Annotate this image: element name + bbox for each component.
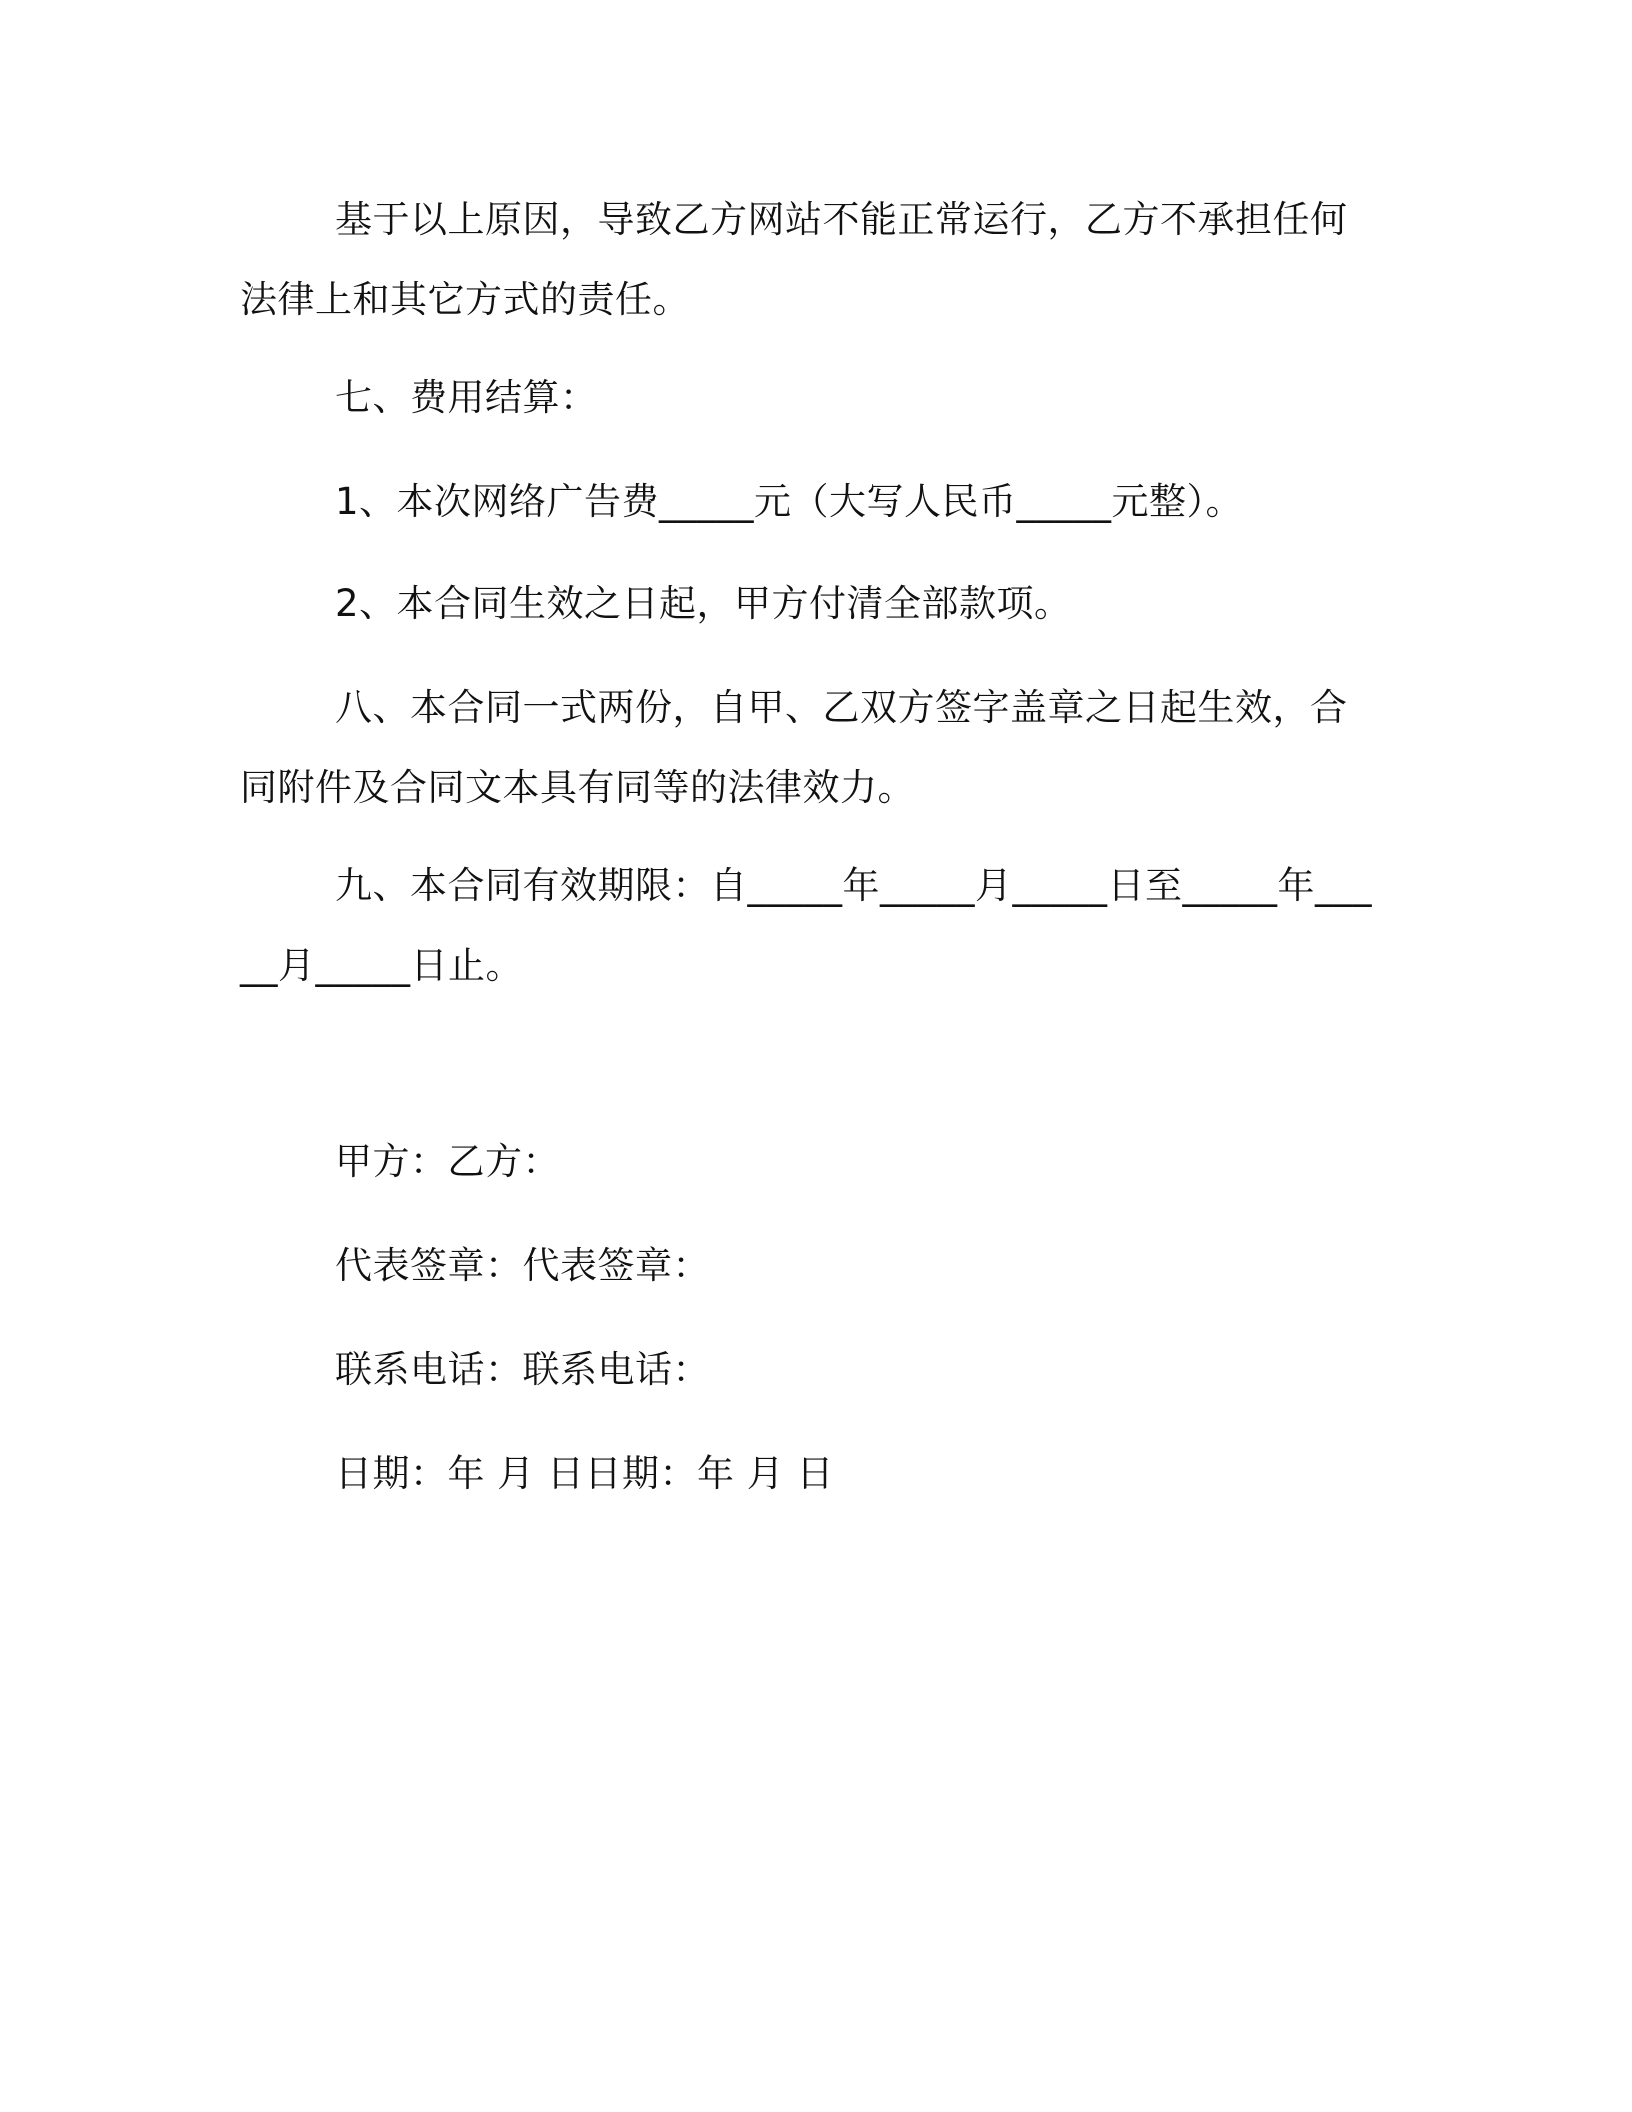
signature-representative: 代表签章：代表签章： [335,1244,710,1287]
clause-payment: 2、本合同生效之日起，甲方付清全部款项。 [335,582,1072,625]
signature-date: 日期：年 月 日日期：年 月 日 [335,1452,835,1495]
section-heading-fee-settlement: 七、费用结算： [335,376,598,419]
signature-phone: 联系电话：联系电话： [335,1348,710,1391]
paragraph-liability-disclaimer: 基于以上原因，导致乙方网站不能正常运行，乙方不承担任何法律上和其它方式的责任。 [240,198,1348,321]
paragraph-validity-period: 九、本合同有效期限：自_____年_____月_____日至_____年_____月_____日止。 [240,864,1372,987]
clause-ad-fee: 1、本次网络广告费_____元（大写人民币_____元整）。 [335,480,1244,523]
paragraph-contract-copies: 八、本合同一式两份，自甲、乙双方签字盖章之日起生效，合同附件及合同文本具有同等的法律效力。 [240,686,1348,809]
signature-parties: 甲方：乙方： [335,1140,560,1183]
